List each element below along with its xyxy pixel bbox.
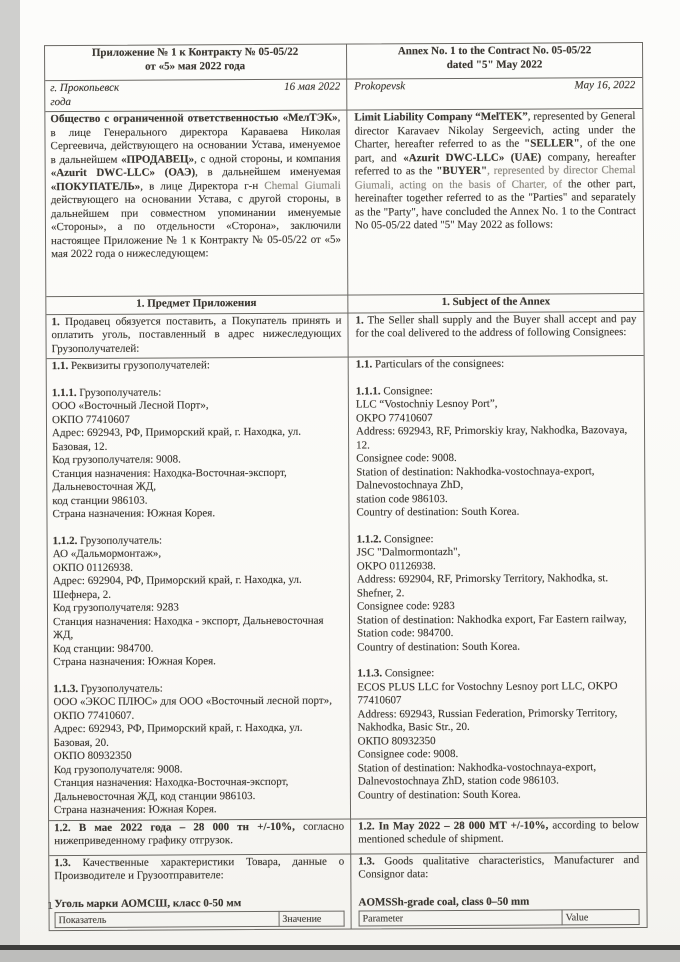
coal-param-header-ru: Показатель [55,911,279,927]
section1-heading-en: 1. Subject of the Annex [347,294,642,312]
coal-spec-table-en [359,909,640,926]
coal-grade-title-ru: Уголь марки АОМСШ, класс 0-50 мм [54,896,242,910]
clause1-row [46,311,643,359]
clause13-en: 1.3. Goods qualitative characteristics, Manufacturer and Consignor data: [358,853,640,881]
clause11-ru: 1.1. Реквизиты грузополучателей: [51,359,210,373]
consignee1-en: 1.1.1. Consignee: LLC “Vostochniy Lesnoy Port”, OKPO 77410607 Address: 692943, RF, Primorskiy kray, Nakhodka, Bazovaya, 12. Consignee code: 9008. Station of destination: Nakhodka-vostochnaya-export, Dalnevostochnaya ZhD, station code 986103. Country of destination: South Korea. [356,384,638,520]
consignee2-en-details: JSC "Dalmormontazh", OKPO 01126938. Address: 692904, RF, Primorsky Territory, Nakhodka, st. Shefner, 2. Consignee code: 9283 Station of destination: Nakhodka export, Far Eastern railway, Station code: 984700. Country of destination: South Korea. [356,545,627,654]
contract-table [44,42,648,931]
annex-title-ru-line2: от «5» мая 2022 года [145,59,246,73]
date-ru: 16 мая 2022 [284,80,341,93]
annex-title-ru-line1: Приложение № 1 к Контракту № 05-05/22 [91,45,299,59]
city-ru: г. Прокопьевск [50,81,120,95]
clause1-ru: 1. Продавец обязуется поставить, а Покупатель принять и оплатить уголь, поставленный в адрес нижеследующих Грузополучателей: [51,314,342,355]
clause11-en: 1.1. Particulars of the consignees: [355,357,505,371]
consignee1-ru: 1.1.1. Грузополучатель: ООО «Восточный Лесной Порт», ОКПО 77410607 Адрес: 692943, РФ, Приморский край, г. Находка, ул. Базовая, 12. Код грузополучателя: 9008. Станция назначения: Находка-Восточная-экспорт, Дальневосточная ЖД, код станции 986103. Страна назначения: Южная Корея. [52,385,343,522]
annex-title-ru [45,45,346,81]
parties-row [45,108,643,296]
consignees-row [47,355,646,820]
document-page [20,0,680,946]
clause1-en: 1. The Seller shall supply and the Buyer shall accept and pay for the coal delivered to the address of following Consignees: [347,312,642,357]
clause13-row [49,851,646,930]
date-en: May 16, 2022 [574,79,636,92]
annex-title-row [45,43,642,80]
section1-heading-row [46,293,643,314]
date-ru-wrap: года [50,95,72,108]
annex-title-en [346,43,641,79]
city-en: Prokopevsk [354,80,406,93]
consignee3-en-details: ECOS PLUS LLC for Vostochny Lesnoy port LLC, OKPO 77410607 Address: 692943, Russian Federation, Primorsky Territory, Nakhodka, Basic Str., 20. ОКПО 80932350 Consignee code: 9008. Station of destination: Nakhodka-vostochnaya-export, Dalnevostochnaya ZhD, station code 986103. Country of destination: South Korea. [357,679,618,802]
coal-value-header-en: Value [562,910,639,925]
clause13-en-cell [350,852,645,928]
parties-en: Limit Liability Company “MelTEK”, represented by General director Karavaev Nikolay Sergeevich, acting under the Charter, hereafter referred to as the "SELLER", of the one part, and «Azurit DWC-LLC» (UAE) company, hereafter referred to as the "BUYER", represented by director Chemal Giumali, acting on the basis of Charter, of the other part, hereinafter together referred to as the "Parties" and separately as the "Party", have concluded the Annex No. 1 to the Contract No 05-05/22 dated "5" May 2022 as follows: [346,109,642,295]
consignees-ru [47,358,350,820]
coal-value-header-ru: Значение [279,911,344,926]
consignee1-ru-details: ООО «Восточный Лесной Порт», ОКПО 77410607 Адрес: 692943, РФ, Приморский край, г. Находка, ул. Базовая, 12. Код грузополучателя: 9008. Станция назначения: Находка-Восточная-экспорт, Дальневосточная ЖД, код станции 986103. Страна назначения: Южная Корея. [51,399,302,521]
place-date-row [45,77,642,111]
consignee2-ru: 1.1.2. Грузополучатель: АО «Дальмормонтаж», ОКПО 01126938. Адрес: 692904, РФ, Приморский край, г. Находка, ул. Шефнера, 2. Код грузополучателя: 9283 Станция назначения: Находка - экспорт, Дальневосточная ЖД, Код станции: 984700. Страна назначения: Южная Корея. [53,533,344,670]
consignee3-ru-details: ООО «ЭКОС ПЛЮС» для ООО «Восточный лесной порт», ОКПО 77410607. Адрес: 692943, РФ, Приморский край, г. Находка, ул. Базовая, 20. ОКПО 80932350 Код грузополучателя: 9008. Станция назначения: Находка-Восточная-экспорт, Дальневосточная ЖД, код станции 986103. Страна назначения: Южная Корея. [53,694,332,817]
consignee3-en: 1.1.3. Consignee: ECOS PLUS LLC for Vostochny Lesnoy port LLC, OKPO 77410607 Address: 692943, Russian Federation, Primorsky Territory, Nakhodka, Basic Str., 20. ОКПО 80932350 Consignee code: 9008. Station of destination: Nakhodka-vostochnaya-export, Dalnevostochnaya ZhD, station code 986103. Country of destination: South Korea. [357,666,639,802]
clause13-ru-cell [49,854,350,930]
clause12-ru: 1.2. В мае 2022 года – 28 000 тн +/-10%, согласно нижеприведенному графику отгрузок. [54,820,345,848]
clause12-row [49,816,646,854]
consignee1-en-details: LLC “Vostochniy Lesnoy Port”, OKPO 77410607 Address: 692943, RF, Primorskiy kray, Nakhodka, Bazovaya, 12. Consignee code: 9008. Station of destination: Nakhodka-vostochnaya-export, Dalnevostochnaya ZhD, station code 986103. Country of destination: South Korea. [355,397,628,519]
clause13-ru: 1.3. Качественные характеристики Товара, данные о Производителе и Грузоотправителе: [54,855,345,883]
consignee2-ru-details: АО «Дальмормонтаж», ОКПО 01126938. Адрес: 692904, РФ, Приморский край, г. Находка, ул. Шефнера, 2. Код грузополучателя: 9283 Станция назначения: Находка - экспорт, Дальневосточная ЖД, Код станции: 984700. Страна назначения: Южная Корея. [52,547,324,669]
place-date-ru [45,80,346,112]
scan-below-edge [0,950,680,962]
coal-spec-table-ru [55,911,345,929]
consignee3-ru: 1.1.3. Грузополучатель: ООО «ЭКОС ПЛЮС» для ООО «Восточный лесной порт», ОКПО 77410607. Адрес: 692943, РФ, Приморский край, г. Находка, ул. Базовая, 20. ОКПО 80932350 Код грузополучателя: 9008. Станция назначения: Находка-Восточная-экспорт, Дальневосточная ЖД, код станции 986103. Страна назначения: Южная Корея. [53,681,344,818]
clause12-en: 1.2. In May 2022 – 28 000 MT +/-10%, according to below mentioned schedule of shipment. [350,817,645,853]
coal-grade-title-en: AOMSSh-grade coal, class 0–50 mm [358,895,530,909]
coal-param-header-en: Parameter [359,910,562,926]
parties-ru: Общество с ограниченной ответственностью «МелТЭК», в лице Генерального директора Караваева Николая Сергеевича, действующего на основании Устава, именуемое в дальнейшем «ПРОДАВЕЦ», с одной стороны, и компания «Azurit DWC-LLC» (ОАЭ), в дальнейшем именуемая «ПОКУПАТЕЛЬ», в лице Директора г-н Chemal Giumali действующего на основании Устава, с другой стороны, в дальнейшем при совместном упоминании именуемые «Стороны», а по отдельности «Сторона», заключили настоящее Приложение № 1 к Контракту № 05-05/22 от «5» мая 2022 года о нижеследующем: [50,111,342,261]
place-date-en [346,78,641,110]
section1-heading-ru: 1. Предмет Приложения [136,297,257,310]
consignee2-en: 1.1.2. Consignee: JSC "Dalmormontazh", OKPO 01126938. Address: 692904, RF, Primorsky Territory, Nakhodka, st. Shefner, 2. Consignee code: 9283 Station of destination: Nakhodka export, Far Eastern railway, Station code: 984700. Country of destination: South Korea. [357,532,639,655]
annex-title-en-line1: Annex No. 1 to the Contract No. 05-05/22 [397,44,592,58]
page-number: 1 [47,901,54,912]
consignees-en [348,356,645,818]
annex-title-en-line2: dated "5" May 2022 [446,58,543,71]
